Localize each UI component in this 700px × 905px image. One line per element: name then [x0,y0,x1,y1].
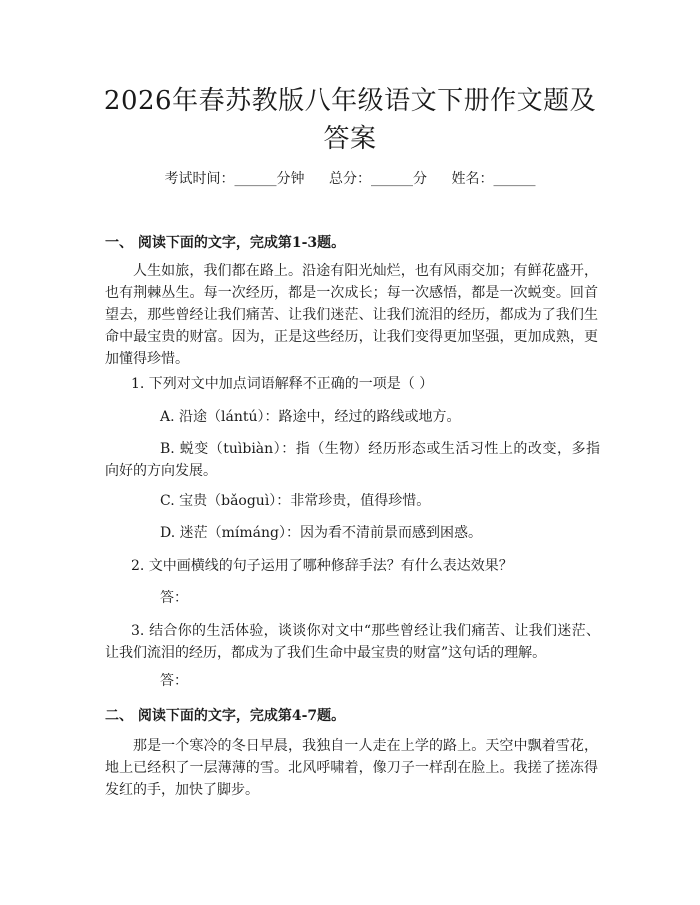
option-a: A. 沿途（lántú）：路途中，经过的路线或地方。 [160,409,461,425]
student-name-field: 姓名：______ [451,171,536,187]
section-1-passage: 人生如旅，我们都在路上。沿途有阳光灿烂，也有风雨交加；有鲜花盛开，也有荆棘丛生。每一次经历，都是一次成长；每一次感悟，都是一次蜕变。回首望去，那些曾经让我们痛苦、让我们迷茫、让我们流泪的经历，都成为了我们生命中最宝贵的财富。因为，正是这些经历，让我们变得更加坚强，更加成熟，更加懂得珍惜。 [105,263,598,367]
option-b: B. 蜕变（tuìbiàn）：指（生物）经历形态或生活习性上的改变，多指向好的方向发展。 [105,441,600,479]
section-2-heading: 二、 阅读下面的文字，完成第4-7题。 [105,708,346,724]
exam-meta [0,168,700,188]
answer-3: 答： [160,673,188,689]
question-1: 1. 下列对文中加点词语解释不正确的一项是（ ） [131,376,434,392]
option-d: D. 迷茫（mímáng）：因为看不清前景而感到困惑。 [160,525,482,541]
document-title: 2026年春苏教版八年级语文下册作文题及答案 [103,86,597,154]
section-2-passage: 那是一个寒冷的冬日早晨，我独自一人走在上学的路上。天空中飘着雪花，地上已经积了一层薄薄的雪。北风呼啸着，像刀子一样刮在脸上。我搓了搓冻得发红的手，加快了脚步。 [105,738,598,798]
section-1-heading: 一、 阅读下面的文字，完成第1-3题。 [105,235,346,251]
exam-time-field: 考试时间：______分钟 [164,171,305,187]
total-score-field: 总分：______分 [329,171,427,187]
question-3: 3. 结合你的生活体验，谈谈你对文中“那些曾经让我们痛苦、让我们迷茫、让我们流泪的经历，都成为了我们生命中最宝贵的财富”这句话的理解。 [105,623,600,661]
option-c: C. 宝贵（bǎoguì）：非常珍贵，值得珍惜。 [160,493,431,509]
question-2: 2. 文中画横线的句子运用了哪种修辞手法？有什么表达效果？ [131,558,513,574]
answer-2: 答： [160,590,188,606]
